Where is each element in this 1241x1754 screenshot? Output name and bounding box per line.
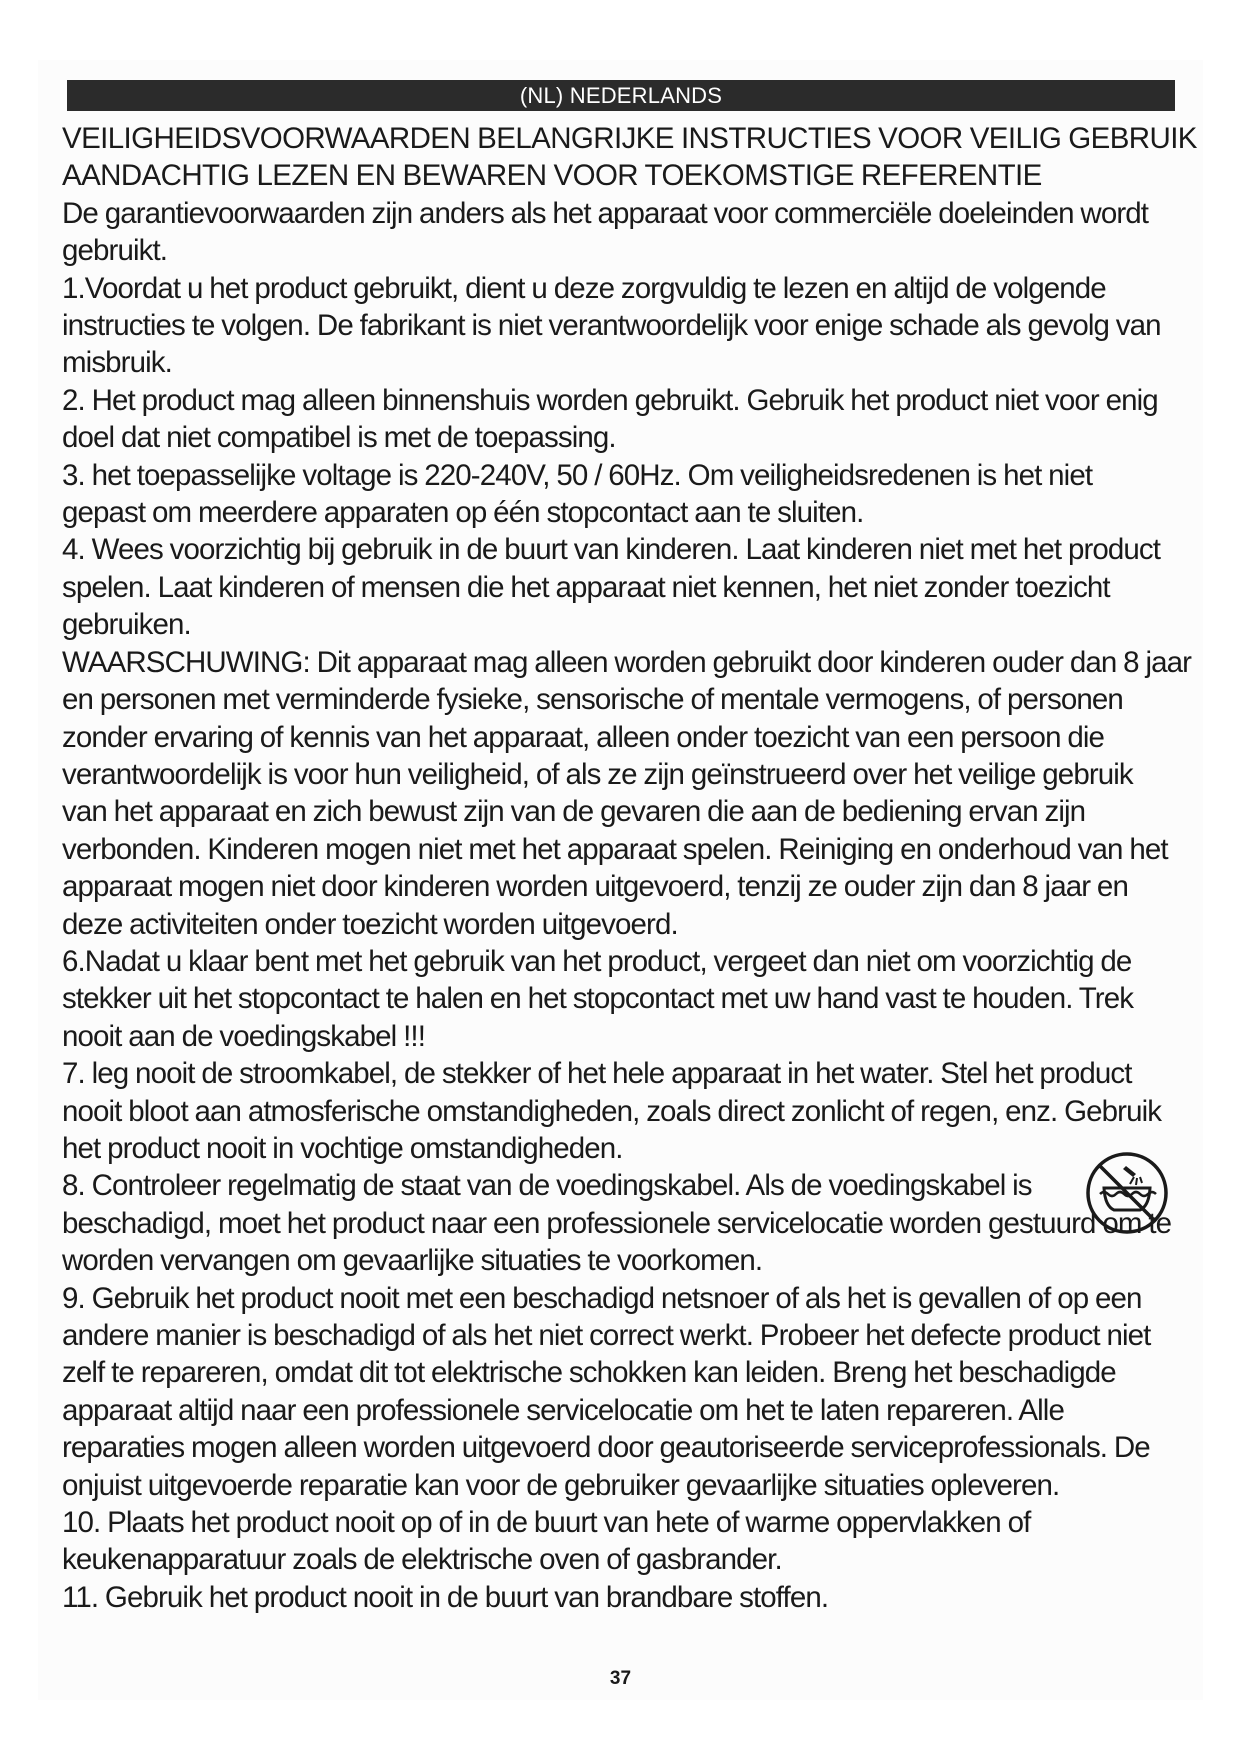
text-line: 1.Voordat u het product gebruikt, dient u deze zorgvuldig te lezen en altijd de volgende bbox=[62, 271, 1106, 305]
warning-line: WAARSCHUWING: Dit apparaat mag alleen worden gebruikt door kinderen ouder dan 8 jaar bbox=[62, 645, 1192, 679]
text-line: zonder ervaring of kennis van het apparaat, alleen onder toezicht van een persoon die bbox=[62, 720, 1105, 754]
text-line: apparaat mogen niet door kinderen worden uitgevoerd, tenzij ze ouder zijn dan 8 jaar en bbox=[62, 870, 1128, 904]
text-line: 4. Wees voorzichtig bij gebruik in de buurt van kinderen. Laat kinderen niet met het product bbox=[62, 533, 1161, 567]
text-line: het product nooit in vochtige omstandigheden. bbox=[62, 1131, 623, 1165]
text-line: 9. Gebruik het product nooit met een beschadigd netsnoer of als het is gevallen of op een bbox=[62, 1281, 1142, 1315]
text-line: onjuist uitgevoerde reparatie kan voor de gebruiker gevaarlijke situaties opleveren. bbox=[62, 1468, 1060, 1502]
text-line: verantwoordelijk is voor hun veiligheid, of als ze zijn geïnstrueerd over het veilige gebruik bbox=[62, 757, 1133, 791]
text-line: keukenapparatuur zoals de elektrische oven of gasbrander. bbox=[62, 1543, 782, 1577]
text-line: gebruiken. bbox=[62, 608, 191, 642]
text-line: worden vervangen om gevaarlijke situaties te voorkomen. bbox=[62, 1244, 763, 1278]
heading-line: AANDACHTIG LEZEN EN BEWAREN VOOR TOEKOMSTIGE REFERENTIE bbox=[62, 159, 1042, 193]
text-line: deze activiteiten onder toezicht worden uitgevoerd. bbox=[62, 907, 678, 941]
text-line: 10. Plaats het product nooit op of in de buurt van hete of warme oppervlakken of bbox=[62, 1506, 1031, 1540]
heading-line: VEILIGHEIDSVOORWAARDEN BELANGRIJKE INSTRUCTIES VOOR VEILIG GEBRUIK bbox=[62, 122, 1197, 155]
text-line: spelen. Laat kinderen of mensen die het apparaat niet kennen, het niet zonder toezicht bbox=[62, 570, 1110, 604]
text-line: misbruik. bbox=[62, 346, 172, 380]
language-header: (NL) NEDERLANDS bbox=[67, 80, 1175, 111]
text-line: 7. leg nooit de stroomkabel, de stekker of het hele apparaat in het water. Stel het product bbox=[62, 1057, 1132, 1091]
text-line: en personen met verminderde fysieke, sensorische of mentale vermogens, of personen bbox=[62, 683, 1123, 717]
page-number: 37 bbox=[609, 1668, 632, 1689]
text-line: 11. Gebruik het product nooit in de buurt van brandbare stoffen. bbox=[62, 1580, 829, 1614]
text-line: stekker uit het stopcontact te halen en het stopcontact met uw hand vast te houden. Trek bbox=[62, 982, 1134, 1016]
text-line: nooit aan de voedingskabel !!! bbox=[62, 1019, 425, 1053]
text-line: beschadigd, moet het product naar een professionele servicelocatie worden gestuurd om te bbox=[62, 1206, 1172, 1240]
text-line: gebruikt. bbox=[62, 234, 168, 268]
instructions-body bbox=[62, 120, 1197, 1616]
text-line: gepast om meerdere apparaten op één stopcontact aan te sluiten. bbox=[62, 496, 864, 530]
text-line: nooit bloot aan atmosferische omstandigheden, zoals direct zonlicht of regen, enz. Gebruik bbox=[62, 1094, 1162, 1128]
no-water-immersion-icon bbox=[1084, 1150, 1170, 1236]
text-line: De garantievoorwaarden zijn anders als het apparaat voor commerciële doeleinden wordt bbox=[62, 196, 1149, 230]
text-line: reparaties mogen alleen worden uitgevoerd door geautoriseerde serviceprofessionals. De bbox=[62, 1431, 1150, 1465]
text-line: andere manier is beschadigd of als het niet correct werkt. Probeer het defecte product niet bbox=[62, 1319, 1151, 1352]
text-line: doel dat niet compatibel is met de toepassing. bbox=[62, 421, 616, 455]
text-line: instructies te volgen. De fabrikant is niet verantwoordelijk voor enige schade als gevolg van bbox=[62, 309, 1161, 343]
text-line: zelf te repareren, omdat dit tot elektrische schokken kan leiden. Breng het beschadigde bbox=[62, 1356, 1116, 1390]
text-line: van het apparaat en zich bewust zijn van de gevaren die aan de bediening ervan zijn bbox=[62, 795, 1086, 829]
text-line: apparaat altijd naar een professionele servicelocatie om het te laten repareren. Alle bbox=[62, 1393, 1064, 1427]
text-line: 6.Nadat u klaar bent met het gebruik van het product, vergeet dan niet om voorzichtig de bbox=[62, 944, 1132, 978]
text-line: verbonden. Kinderen mogen niet met het apparaat spelen. Reiniging en onderhoud van het bbox=[62, 832, 1168, 866]
text-line: 8. Controleer regelmatig de staat van de voedingskabel. Als de voedingskabel is bbox=[62, 1169, 1032, 1203]
text-line: 2. Het product mag alleen binnenshuis worden gebruikt. Gebruik het product niet voor enig bbox=[62, 383, 1158, 417]
text-line: 3. het toepasselijke voltage is 220-240V, 50 / 60Hz. Om veiligheidsredenen is het niet bbox=[62, 458, 1093, 492]
